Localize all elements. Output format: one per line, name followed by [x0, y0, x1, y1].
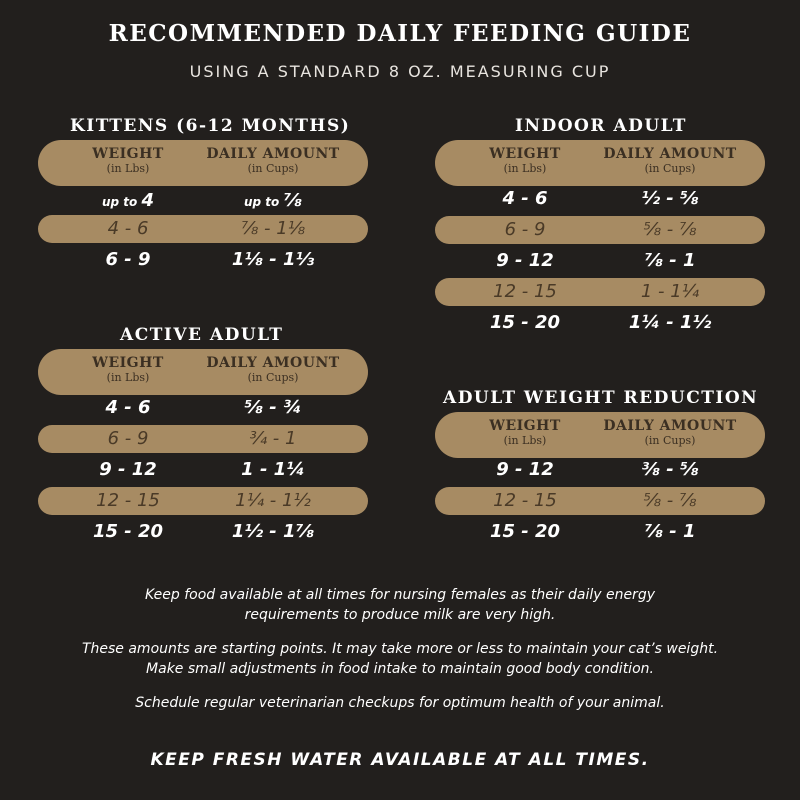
table-row: [38, 215, 368, 243]
table-header: [38, 140, 368, 186]
amount-cell: ⅝ - ⅞: [643, 490, 697, 511]
weight-column-header: WEIGHT (in Lbs): [92, 355, 164, 384]
table-header: [435, 412, 765, 458]
table-row: [435, 309, 765, 337]
amount-column-header: DAILY AMOUNT (in Cups): [206, 355, 340, 384]
amount-cell: ⅝ - ⅞: [643, 219, 697, 240]
amount-cell: 1 - 1¼: [640, 281, 700, 302]
weight-cell: 15 - 20: [489, 312, 561, 333]
checkups-note: Schedule regular veterinarian checkups for optimum health of your animal.: [135, 695, 665, 711]
weight-cell: 6 - 9: [504, 219, 546, 240]
amount-cell: 1½ - 1⅞: [231, 521, 315, 542]
water-reminder: KEEP FRESH WATER AVAILABLE AT ALL TIMES.: [150, 750, 650, 770]
section-title: ADULT WEIGHT REDUCTION: [443, 388, 759, 408]
weight-cell: 4 - 6: [105, 397, 151, 418]
weight-cell: 6 - 9: [107, 428, 149, 449]
amount-cell: ⅞ - 1: [644, 521, 696, 542]
table-row: [38, 187, 368, 215]
section-indoor-adult: [435, 116, 765, 341]
section-active-adult: [38, 325, 368, 550]
weight-cell: 15 - 20: [92, 521, 164, 542]
section-title: ACTIVE ADULT: [120, 325, 284, 345]
amount-cell: ⅞ - 1: [644, 250, 696, 271]
table-row: [435, 247, 765, 275]
table-row: [38, 394, 368, 422]
weight-cell: 9 - 12: [496, 250, 554, 271]
amount-cell: up to ⅞: [243, 190, 303, 211]
page-title: RECOMMENDED DAILY FEEDING GUIDE: [108, 20, 692, 47]
amount-column-header: DAILY AMOUNT (in Cups): [603, 146, 737, 175]
weight-cell: 6 - 9: [105, 249, 151, 270]
table-row: [38, 246, 368, 274]
weight-column-header: WEIGHT (in Lbs): [92, 146, 164, 175]
amount-cell: 1¼ - 1½: [628, 312, 712, 333]
amount-cell: ⅜ - ⅝: [641, 459, 699, 480]
section-title: KITTENS (6-12 MONTHS): [70, 116, 351, 136]
weight-cell: 4 - 6: [107, 218, 149, 239]
nursing-note: Keep food available at all times for nursing females as their daily energy requirements to produce milk are very high.: [145, 587, 655, 623]
table-row: [435, 456, 765, 484]
amount-column-header: DAILY AMOUNT (in Cups): [206, 146, 340, 175]
weight-column-header: WEIGHT (in Lbs): [489, 146, 561, 175]
amount-cell: ⅝ - ¾: [244, 397, 302, 418]
weight-cell: 4 - 6: [502, 188, 548, 209]
amount-cell: 1⅛ - 1⅓: [231, 249, 315, 270]
amount-cell: ¾ - 1: [249, 428, 297, 449]
amount-cell: 1¼ - 1½: [235, 490, 311, 511]
table-row: [435, 278, 765, 306]
weight-cell: up to 4: [101, 190, 154, 211]
feeding-notes: [30, 585, 770, 727]
weight-cell: 9 - 12: [99, 459, 157, 480]
table-row: [38, 425, 368, 453]
section-weight-reduction: [435, 388, 765, 553]
weight-cell: 15 - 20: [489, 521, 561, 542]
table-header: [435, 140, 765, 186]
table-row: [38, 487, 368, 515]
amount-column-header: DAILY AMOUNT (in Cups): [603, 418, 737, 447]
weight-column-header: WEIGHT (in Lbs): [489, 418, 561, 447]
starting-points-note: These amounts are starting points. It may take more or less to maintain your cat’s weight. Make small adjustments in food intake to maintain good body condition.: [81, 641, 719, 677]
table-row: [38, 456, 368, 484]
table-row: [435, 518, 765, 546]
table-header: [38, 349, 368, 395]
amount-cell: ½ - ⅝: [641, 188, 699, 209]
table-row: [38, 518, 368, 546]
weight-cell: 9 - 12: [496, 459, 554, 480]
section-kittens: [38, 116, 368, 286]
amount-cell: ⅞ - 1⅛: [240, 218, 306, 239]
table-row: [435, 185, 765, 213]
page-subtitle: USING A STANDARD 8 OZ. MEASURING CUP: [189, 62, 611, 81]
section-title: INDOOR ADULT: [515, 116, 687, 136]
weight-cell: 12 - 15: [493, 490, 557, 511]
weight-cell: 12 - 15: [96, 490, 160, 511]
table-row: [435, 216, 765, 244]
weight-cell: 12 - 15: [493, 281, 557, 302]
amount-cell: 1 - 1¼: [241, 459, 305, 480]
table-row: [435, 487, 765, 515]
